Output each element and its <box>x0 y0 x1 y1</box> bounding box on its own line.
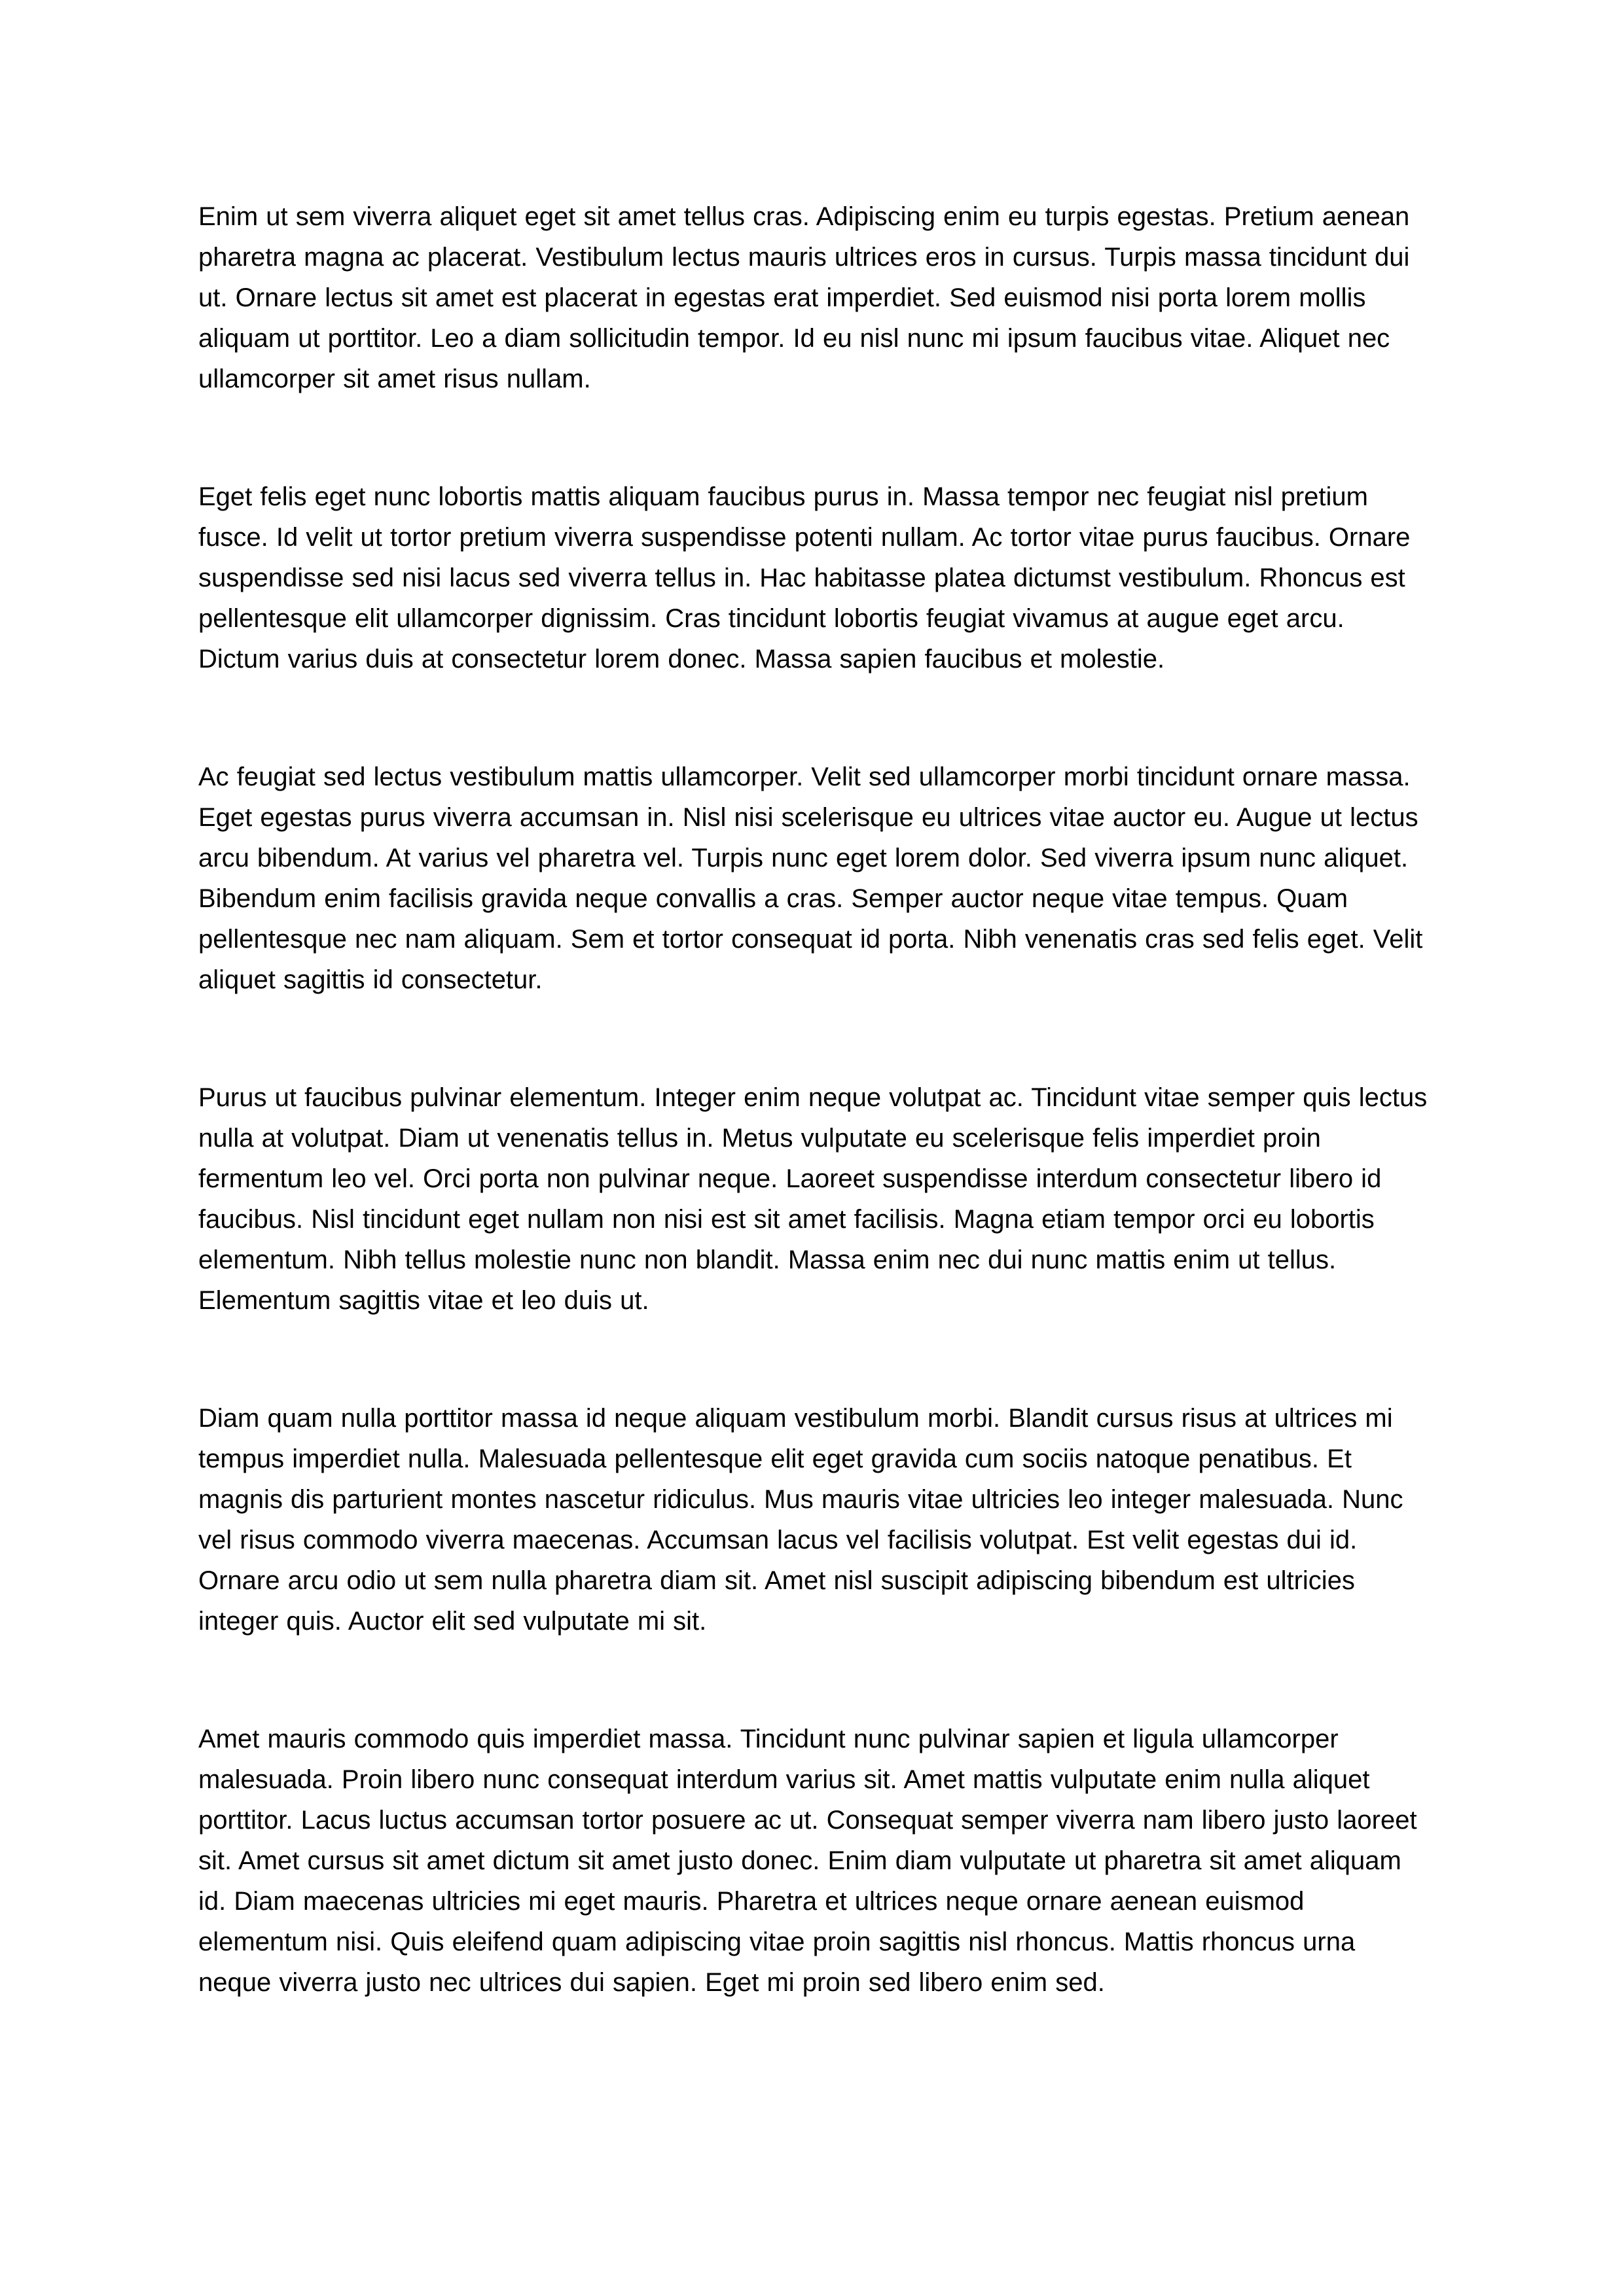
paragraph-6: Amet mauris commodo quis imperdiet massa. Tincidunt nunc pulvinar sapien et ligula ullamcorper malesuada. Proin libero nunc consequat interdum varius sit. Amet mattis vulputate enim nulla aliquet porttitor. Lacus luctus accumsan tortor posuere ac ut. Consequat semper viverra nam libero justo laoreet sit. Amet cursus sit amet dictum sit amet justo donec. Enim diam vulputate ut pharetra sit amet aliquam id. Diam maecenas ultricies mi eget mauris. Pharetra et ultrices neque ornare aenean euismod elementum nisi. Quis eleifend quam adipiscing vitae proin sagittis nisl rhoncus. Mattis rhoncus urna neque viverra justo nec ultrices dui sapien. Eget mi proin sed libero enim sed. <box>198 1725 1417 1997</box>
paragraph-1: Enim ut sem viverra aliquet eget sit amet tellus cras. Adipiscing enim eu turpis egestas. Pretium aenean pharetra magna ac placerat. Vestibulum lectus mauris ultrices eros in cursus. Turpis massa tincidunt dui ut. Ornare lectus sit amet est placerat in egestas erat imperdiet. Sed euismod nisi porta lorem mollis aliquam ut porttitor. Leo a diam sollicitudin tempor. Id eu nisl nunc mi ipsum faucibus vitae. Aliquet nec ullamcorper sit amet risus nullam. <box>198 202 1410 393</box>
paragraph-5: Diam quam nulla porttitor massa id neque aliquam vestibulum morbi. Blandit cursus risus at ultrices mi tempus imperdiet nulla. Malesuada pellentesque elit eget gravida cum sociis natoque penatibus. Et magnis dis parturient montes nascetur ridiculus. Mus mauris vitae ultricies leo integer malesuada. Nunc vel risus commodo viverra maecenas. Accumsan lacus vel facilisis volutpat. Est velit egestas dui id. Ornare arcu odio ut sem nulla pharetra diam sit. Amet nisl suscipit adipiscing bibendum est ultricies integer quis. Auctor elit sed vulputate mi sit. <box>198 1404 1403 1636</box>
paragraph-3: Ac feugiat sed lectus vestibulum mattis ullamcorper. Velit sed ullamcorper morbi tincidunt ornare massa. Eget egestas purus viverra accumsan in. Nisl nisi scelerisque eu ultrices vitae auctor eu. Augue ut lectus arcu bibendum. At varius vel pharetra vel. Turpis nunc eget lorem dolor. Sed viverra ipsum nunc aliquet. Bibendum enim facilisis gravida neque convallis a cras. Semper auctor neque vitae tempus. Quam pellentesque nec nam aliquam. Sem et tortor consequat id porta. Nibh venenatis cras sed felis eget. Velit aliquet sagittis id consectetur. <box>198 762 1423 994</box>
paragraph-4: Purus ut faucibus pulvinar elementum. Integer enim neque volutpat ac. Tincidunt vitae semper quis lectus nulla at volutpat. Diam ut venenatis tellus in. Metus vulputate eu scelerisque felis imperdiet proin fermentum leo vel. Orci porta non pulvinar neque. Laoreet suspendisse interdum consectetur libero id faucibus. Nisl tincidunt eget nullam non nisi est sit amet facilisis. Magna etiam tempor orci eu lobortis elementum. Nibh tellus molestie nunc non blandit. Massa enim nec dui nunc mattis enim ut tellus. Elementum sagittis vitae et leo duis ut. <box>198 1083 1428 1315</box>
paragraph-2: Eget felis eget nunc lobortis mattis aliquam faucibus purus in. Massa tempor nec feugiat nisl pretium fusce. Id velit ut tortor pretium viverra suspendisse potenti nullam. Ac tortor vitae purus faucibus. Ornare suspendisse sed nisi lacus sed viverra tellus in. Hac habitasse platea dictumst vestibulum. Rhoncus est pellentesque elit ullamcorper dignissim. Cras tincidunt lobortis feugiat vivamus at augue eget arcu. Dictum varius duis at consectetur lorem donec. Massa sapien faucibus et molestie. <box>198 482 1411 673</box>
